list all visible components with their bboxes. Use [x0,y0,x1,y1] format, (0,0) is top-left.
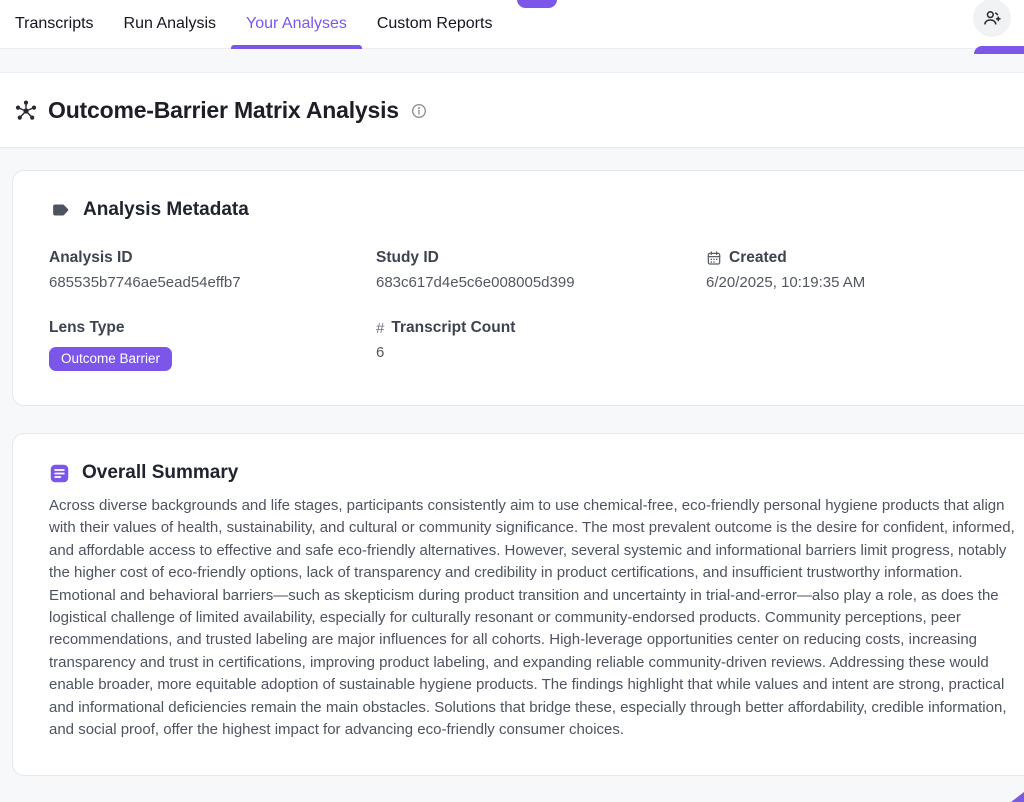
analysis-metadata-card [12,170,1024,406]
field-analysis-id [49,249,376,291]
transcript-count-label: Transcript Count [391,319,516,336]
study-id-value: 683c617d4e5c6e008005d399 [376,274,575,291]
transcript-count-value: 6 [376,344,385,361]
page-header [0,72,1024,148]
analysis-id-label: Analysis ID [49,249,133,266]
summary-card-title: Overall Summary [82,462,239,483]
created-label: Created [729,249,787,266]
lens-type-badge: Outcome Barrier [49,347,172,371]
tag-icon [49,199,71,221]
document-lines-icon [49,463,70,484]
tab-run-analysis[interactable]: Run Analysis [123,15,217,32]
field-lens-type [49,319,376,371]
page-title: Outcome-Barrier Matrix Analysis [48,97,399,123]
summary-paragraph: Across diverse backgrounds and life stages, participants consistently aim to use chemical-free, eco-friendly personal hygiene products that align with their values of health, sustainability, and cultural or community significance. The most prevalent outcome is the desire for confident, informed, and affordable access to effective and safe eco-friendly alternatives. However, several systemic and informational barriers limit progress, notably the higher cost of eco-friendly options, lack of transparency and credibility in product certifications, and insufficient trustworthy information. Emotional and behavioral barriers—such as skepticism during product transition and uncertainty in trial-and-error—also play a role, as does the logistical challenge of limited availability, especially for culturally resonant or community-endorsed products. Community perceptions, peer recommendations, and trusted labeling are major influences for all cohorts. High-leverage opportunities center on reducing costs, increasing transparency and trust in certifications, improving product labeling, and expanding reliable community-driven reviews. Addressing these would enable broader, more equitable adoption of sustainable hygiene products. The findings highlight that while values and intent are strong, practical and informational deficiencies remain the main obstacles. Solutions that bridge these, especially through better affordability, credible information, and social proof, offer the highest impact for advancing eco-friendly consumer choices. [49,497,1015,739]
hash-icon: # [376,319,385,337]
tab-custom-reports[interactable]: Custom Reports [376,15,493,32]
calendar-icon [706,250,722,266]
tab-transcripts[interactable]: Transcripts [15,15,94,32]
nav-badge-pill [517,0,557,8]
metadata-grid [49,249,1024,371]
add-user-button[interactable] [973,0,1011,37]
top-navigation [0,0,1024,49]
person-add-icon [982,8,1002,28]
metadata-card-title: Analysis Metadata [83,199,249,220]
main-content [0,148,1024,776]
study-id-label: Study ID [376,249,439,266]
tab-your-analyses[interactable]: Your Analyses [231,0,362,48]
network-graph-icon [14,99,38,123]
analysis-id-value: 685535b7746ae5ead54effb7 [49,274,241,291]
overall-summary-card [12,433,1024,776]
corner-wedge-decoration [1011,792,1024,802]
primary-button-sliver[interactable] [974,46,1024,54]
created-value: 6/20/2025, 10:19:35 AM [706,274,866,291]
lens-type-label: Lens Type [49,319,125,336]
field-transcript-count [376,319,706,371]
info-icon[interactable] [411,103,427,119]
field-created [706,249,1024,291]
field-study-id [376,249,706,291]
page-background-strip [0,49,1024,72]
